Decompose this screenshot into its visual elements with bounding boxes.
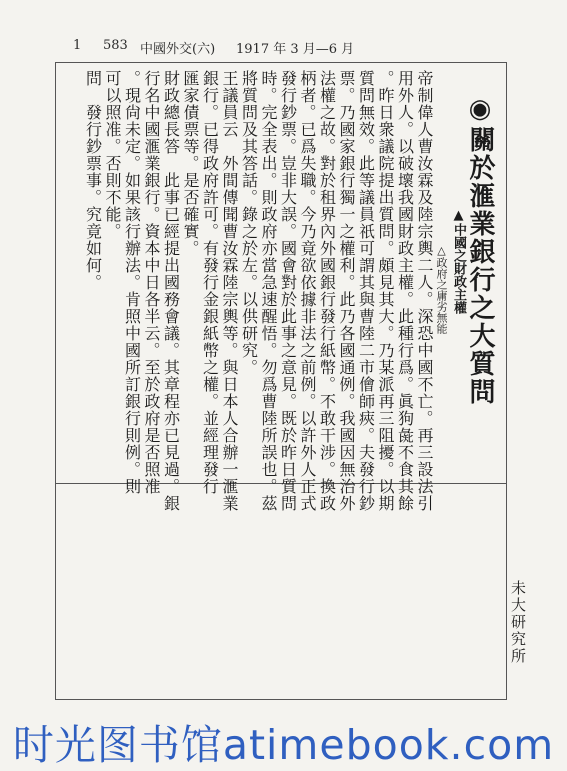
date-range: 1917 年 3 月—6 月 xyxy=(236,42,355,57)
article-byline: △政府之庸劣無能 xyxy=(435,244,448,334)
paragraph-column: 帝制偉人曹汝霖及陸宗輿二人。深恐中國不亡。再三設法引 xyxy=(415,70,434,512)
paragraph-column: 問 發行鈔票事。究竟如何。 xyxy=(83,70,103,291)
paragraph-column: 將質問及其答話。錄之於左。以供研究。 xyxy=(239,70,259,376)
watermark: 时光图书馆atimebook.com xyxy=(12,721,555,769)
paragraph-column: 。昨日衆議院提出質問。頗見其大。乃某派再三阻擾。以期 xyxy=(376,70,395,512)
page-number: 583 xyxy=(103,38,128,53)
institution-stamp: 未大研究所 xyxy=(509,580,527,665)
paragraph-column: 法權之故。對於租界內外國銀行發行紙幣。不敢干涉。換政 xyxy=(317,70,337,512)
paragraph-column: 財政總長答 此事已經提出國務會議。其章程亦已見過。銀 xyxy=(161,70,181,512)
book-title: 中國外交(六) xyxy=(140,42,216,57)
paragraph-column: 時。完全表出。則政府亦當急速醒悟。勿爲曹陸所誤也。茲 xyxy=(259,70,278,512)
paragraph-column: 質問無效。此等議員祇可謂其與曹陸二市儈師㾜。夫發行鈔 xyxy=(356,70,376,512)
paragraph-column: 行名中國滙業銀行。資本中日各半云。至於政府是否照准 xyxy=(142,70,161,495)
paragraph-column: 發行鈔票。豈非大誤。國會對於此事之意見。既於昨日質問 xyxy=(278,70,298,512)
article-subtitle: ▲中國之財政主權 xyxy=(451,208,466,314)
paragraph-column: 柄者。已爲失職。今乃竟欲依據非法之前例。以許外人正式 xyxy=(298,70,317,512)
paragraph-column: 。現尙未定。如果該行辦法。肯照中國所訂銀行則例。則 xyxy=(122,70,142,495)
paragraph-column: 銀行。已得政府許可。有發行金銀紙幣之權。並經理發行 xyxy=(200,70,220,495)
page-header xyxy=(0,38,567,60)
article-title: ◉關於滙業銀行之大質問 xyxy=(465,94,495,406)
paragraph-column: 匯家債票等。是否確實。 xyxy=(181,70,200,257)
paragraph-column: 王議員云 外間傳聞曹汝霖陸宗輿等。與日本人合辦一滙業 xyxy=(220,70,239,512)
paragraph-column: 可以照准。否則不能。 xyxy=(103,70,122,240)
page-marker: 1 xyxy=(73,38,82,53)
paragraph-column: 用外人。以破壞我國財政主權。此種行爲。眞狗彘不食其餘 xyxy=(395,70,415,512)
paragraph-column: 票。乃國家銀行獨一之權利。此乃各國通例。我國因無治外 xyxy=(337,70,356,512)
